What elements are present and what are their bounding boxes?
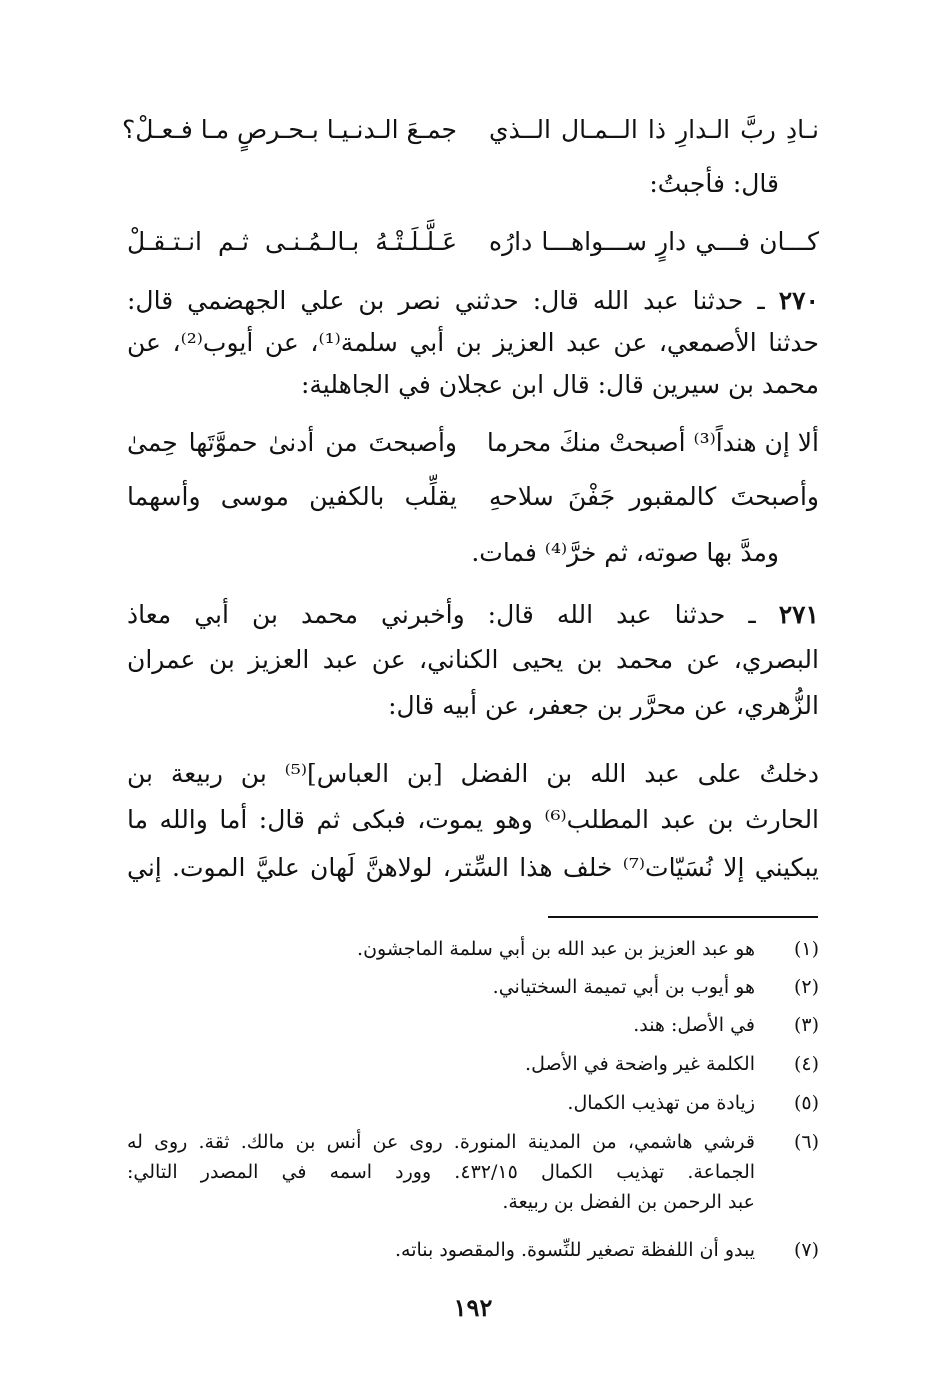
footnote-6-row-2: الجماعة. تهذيب الكمال ٤٣٢/١٥. وورد اسمه في المصدر التالي: xyxy=(127,1161,756,1183)
hadith-271-line-1: ٢٧١ ـ حدثنا عبد الله قال: وأخبرني محمد بن أبي معاذ xyxy=(127,600,819,629)
footnote-6-row-1: قرشي هاشمي، من المدينة المنورة. روى عن أنس بن مالك. ثقة. روى له xyxy=(127,1131,755,1153)
hadith-271-line-3: الزُّهري، عن محرَّر بن جعفر، عن أبيه قال: xyxy=(388,691,819,720)
verse-2-first-hemistich: كـــان فـــي دارٍ ســـواهـــا دارُه xyxy=(489,227,819,256)
footnote-6 xyxy=(127,1127,819,1222)
poem-verse-3 xyxy=(127,423,819,463)
footnote-number: (١) xyxy=(793,938,819,960)
footnote-6-row-3: عبد الرحمن بن الفضل بن ربيعة. xyxy=(502,1191,755,1213)
verse-3-second-hemistich: وأصبحتَ من أدنىٰ حموَّتَها حِمىٰ xyxy=(127,428,457,457)
poem-verse-2 xyxy=(127,222,819,262)
paragraph-line-1: دخلتُ على عبد الله بن الفضل [بن العباس]⁽⁵⁾ بن ربيعة بن xyxy=(127,759,819,788)
footnote-number: (٤) xyxy=(793,1053,819,1075)
hadith-271-line-2: البصري، عن محمد بن يحيى الكناني، عن عبد العزيز بن عمران xyxy=(127,645,819,674)
footnote-separator xyxy=(548,916,818,918)
verse-1-first-hemistich: نـادِ ربَّ الـدارِ ذا الــمـال الــذي xyxy=(489,115,819,144)
hadith-270-line-1: ٢٧٠ ـ حدثنا عبد الله قال: حدثني نصر بن علي الجهضمي قال: xyxy=(127,286,819,315)
narration-line-madda: ومدَّ بها صوته، ثم خرَّ⁽⁴⁾ فمات. xyxy=(471,538,779,567)
footnote-number: (٢) xyxy=(793,976,819,998)
footnote-text: في الأصل: هند. xyxy=(633,1014,755,1036)
hadith-number-271: ٢٧١ xyxy=(778,600,819,629)
hadith-270-line-3: محمد بن سيرين قال: قال ابن عجلان في الجاهلية: xyxy=(300,370,819,399)
footnote-text: الكلمة غير واضحة في الأصل. xyxy=(525,1053,755,1075)
paragraph-line-3: يبكيني إلا نُسَيّات⁽⁷⁾ خلف هذا السِّتر، لولاهنَّ لَهان عليَّ الموت. إني xyxy=(127,853,819,882)
verse-4-second-hemistich: يقلِّب بالكفين موسى وأسهما xyxy=(127,482,457,511)
verse-3-first-hemistich: ألا إن هنداً⁽³⁾ أصبحتْ منكَ محرما xyxy=(486,428,819,457)
footnote-number: (٣) xyxy=(793,1014,819,1036)
hadith-270-line-2: حدثنا الأصمعي، عن عبد العزيز بن أبي سلمة⁽¹⁾، عن أيوب⁽²⁾، عن xyxy=(127,328,819,357)
hadith-number-270: ٢٧٠ xyxy=(778,286,819,315)
footnote-text: زيادة من تهذيب الكمال. xyxy=(567,1092,755,1114)
footnote-text: يبدو أن اللفظة تصغير للنِّسوة. والمقصود بناته. xyxy=(394,1239,755,1261)
verse-1-second-hemistich: جمـعَ الـدنـيـا بـحـرصٍ مـا فـعـلْ؟ xyxy=(121,115,457,144)
poem-verse-1 xyxy=(121,110,819,150)
narration-line-qala: قال: فأجبتُ: xyxy=(649,169,779,198)
verse-4-first-hemistich: وأصبحتَ كالمقبور جَفْنَ سلاحهِ xyxy=(489,482,819,511)
footnote-number: (٦) xyxy=(793,1131,819,1153)
footnote-text: هو أيوب بن أبي تميمة السختياني. xyxy=(492,976,755,998)
footnote-text xyxy=(127,1127,755,1217)
poem-verse-4 xyxy=(127,477,819,517)
verse-2-second-hemistich: عَـلَّـلَـتْـهُ بـالـمُـنـى ثـم انـتـقـلْ xyxy=(127,227,457,256)
footnote-number: (٧) xyxy=(793,1239,819,1261)
paragraph-line-2: الحارث بن عبد المطلب⁽⁶⁾ وهو يموت، فبكى ثم قال: أما والله ما xyxy=(127,805,820,834)
footnote-text: هو عبد العزيز بن عبد الله بن أبي سلمة الماجشون. xyxy=(357,938,755,960)
page-number: ١٩٢ xyxy=(453,1293,493,1322)
footnote-number: (٥) xyxy=(793,1092,819,1114)
